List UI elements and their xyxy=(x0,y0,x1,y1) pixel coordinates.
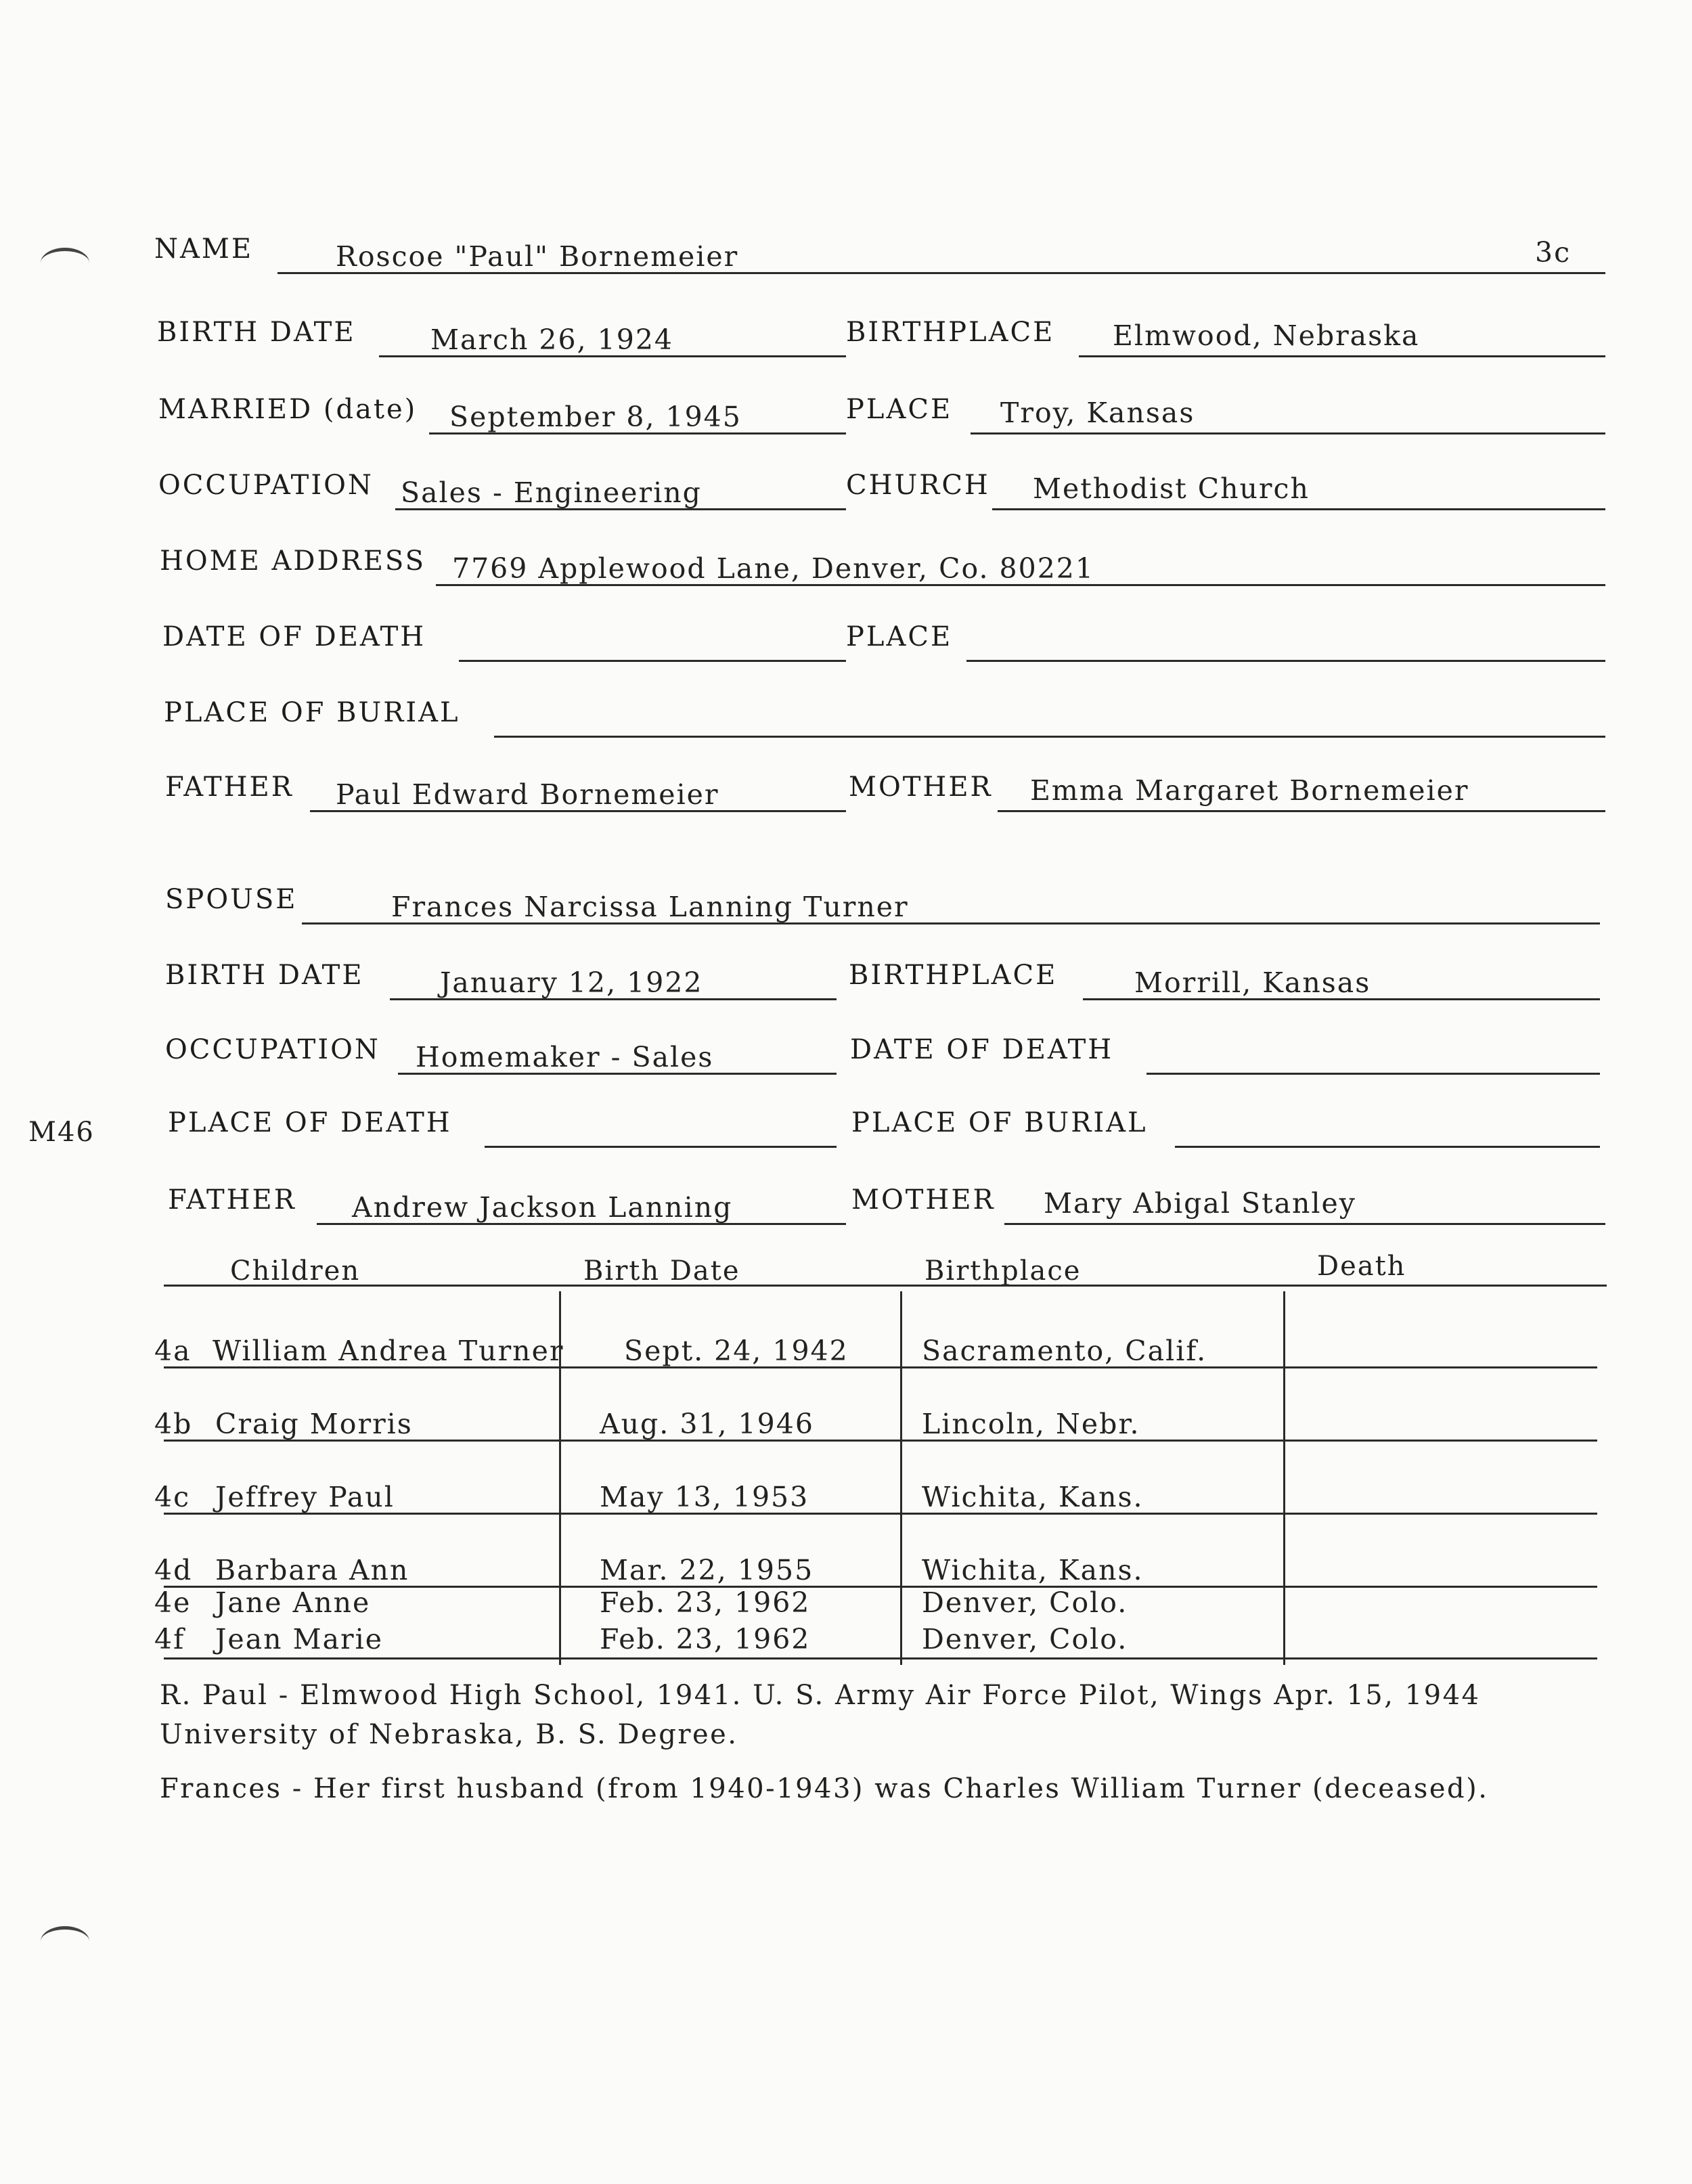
child-code: 4c xyxy=(154,1481,191,1513)
death-header: Death xyxy=(1317,1251,1406,1282)
spouse-birthplace: Morrill, Kansas xyxy=(1134,966,1371,999)
children-table-top-rule xyxy=(164,1285,1607,1287)
table-row xyxy=(0,1585,1692,1620)
child-name: Jean Marie xyxy=(215,1623,383,1655)
death-row xyxy=(0,615,1692,662)
binder-hole-bottom xyxy=(41,1926,89,1957)
child-birthplace: Denver, Colo. xyxy=(922,1586,1128,1619)
birth-date-header: Birth Date xyxy=(583,1255,740,1287)
child-name: Craig Morris xyxy=(215,1408,413,1440)
table-row xyxy=(0,1401,1692,1442)
spouse-birth-date: January 12, 1922 xyxy=(440,966,703,999)
place-of-burial-label: PLACE OF BURIAL xyxy=(164,697,460,728)
married-place-label: PLACE xyxy=(846,394,953,425)
subject-occupation: Sales - Engineering xyxy=(401,476,702,509)
child-code: 4f xyxy=(154,1623,185,1655)
spouse-occupation: Homemaker - Sales xyxy=(416,1041,714,1073)
spouse-birth-row xyxy=(0,953,1692,1000)
occupation-row xyxy=(0,463,1692,510)
birth-date-label: BIRTH DATE xyxy=(157,317,356,348)
spouse-occupation-row xyxy=(0,1027,1692,1075)
birthplace-line xyxy=(1079,355,1605,357)
spouse-place-of-burial-label: PLACE OF BURIAL xyxy=(851,1107,1148,1138)
child-birthplace: Lincoln, Nebr. xyxy=(922,1408,1140,1440)
mother-label: MOTHER xyxy=(849,772,993,803)
child-birth-date: Sept. 24, 1942 xyxy=(624,1335,849,1367)
child-name: Jane Anne xyxy=(215,1586,371,1619)
table-row xyxy=(0,1474,1692,1515)
margin-code: M46 xyxy=(28,1117,95,1148)
home-address-label: HOME ADDRESS xyxy=(160,545,426,577)
mother-line xyxy=(998,810,1605,812)
child-code: 4a xyxy=(154,1335,192,1367)
note-university: University of Nebraska, B. S. Degree. xyxy=(160,1719,738,1750)
child-birthplace: Wichita, Kans. xyxy=(922,1554,1144,1586)
subject-birth-date: March 26, 1924 xyxy=(430,324,674,356)
note-paul-education: R. Paul - Elmwood High School, 1941. U. S. Army Air Force Pilot, Wings Apr. 15, 1944 xyxy=(160,1680,1481,1711)
spouse-date-of-death-label: DATE OF DEATH xyxy=(850,1034,1114,1065)
child-birthplace: Wichita, Kans. xyxy=(922,1481,1144,1513)
spouse-row xyxy=(0,877,1692,924)
spouse-place-of-death-label: PLACE OF DEATH xyxy=(168,1107,452,1138)
subject-mother: Emma Margaret Bornemeier xyxy=(1030,774,1469,807)
child-code: 4d xyxy=(154,1554,193,1586)
spouse-father: Andrew Jackson Lanning xyxy=(352,1191,733,1224)
married-place-line xyxy=(971,432,1605,434)
spouse-birth-date-label: BIRTH DATE xyxy=(165,960,364,991)
child-code: 4b xyxy=(154,1408,193,1440)
occupation-label: OCCUPATION xyxy=(158,470,374,501)
child-birthplace: Sacramento, Calif. xyxy=(922,1335,1207,1367)
table-row xyxy=(0,1547,1692,1588)
name-row xyxy=(0,227,1692,274)
married-label: MARRIED (date) xyxy=(158,394,418,425)
child-birth-date: May 13, 1953 xyxy=(600,1481,809,1513)
name-label: NAME xyxy=(154,233,254,265)
married-date: September 8, 1945 xyxy=(449,401,742,433)
table-row xyxy=(0,1622,1692,1657)
birth-row xyxy=(0,310,1692,357)
child-birthplace: Denver, Colo. xyxy=(922,1623,1128,1655)
spouse-mother-line xyxy=(1004,1223,1605,1225)
child-name: Barbara Ann xyxy=(215,1554,409,1586)
row-rule xyxy=(164,1657,1597,1659)
child-birth-date: Aug. 31, 1946 xyxy=(600,1408,814,1440)
child-name: Jeffrey Paul xyxy=(215,1481,395,1513)
parents-row xyxy=(0,765,1692,812)
children-header: Children xyxy=(230,1255,361,1287)
child-birth-date: Feb. 23, 1962 xyxy=(600,1623,811,1655)
date-of-death-line xyxy=(459,660,846,662)
note-frances-first-husband: Frances - Her first husband (from 1940-1943) was Charles William Turner (deceased). xyxy=(160,1773,1489,1804)
married-row xyxy=(0,387,1692,434)
subject-name: Roscoe "Paul" Bornemeier xyxy=(336,240,739,273)
place-of-burial-line xyxy=(494,736,1605,738)
child-birth-date: Feb. 23, 1962 xyxy=(600,1586,811,1619)
spouse-place-of-burial-line xyxy=(1175,1146,1600,1148)
spouse-father-label: FATHER xyxy=(168,1184,296,1216)
date-of-death-label: DATE OF DEATH xyxy=(162,621,426,652)
child-birth-date: Mar. 22, 1955 xyxy=(600,1554,814,1586)
child-code: 4e xyxy=(154,1586,192,1619)
father-label: FATHER xyxy=(165,772,294,803)
spouse-mother: Mary Abigal Stanley xyxy=(1044,1187,1356,1220)
child-name: William Andrea Turner xyxy=(213,1335,564,1367)
spouse-parents-row xyxy=(0,1178,1692,1225)
subject-birthplace: Elmwood, Nebraska xyxy=(1113,319,1420,352)
subject-church: Methodist Church xyxy=(1033,472,1310,505)
death-place-label: PLACE xyxy=(846,621,953,652)
spouse-label: SPOUSE xyxy=(165,884,298,915)
spouse-date-of-death-line xyxy=(1146,1073,1600,1075)
spouse-mother-label: MOTHER xyxy=(851,1184,996,1216)
death-place-line xyxy=(966,660,1605,662)
spouse-birthplace-label: BIRTHPLACE xyxy=(849,960,1058,991)
married-place: Troy, Kansas xyxy=(1000,397,1195,429)
church-line xyxy=(992,508,1605,510)
burial-row xyxy=(0,690,1692,738)
home-address: 7769 Applewood Lane, Denver, Co. 80221 xyxy=(452,552,1094,585)
birthplace-label: BIRTHPLACE xyxy=(846,317,1055,348)
birthplace-header: Birthplace xyxy=(925,1255,1082,1287)
address-row xyxy=(0,539,1692,586)
spouse-occupation-label: OCCUPATION xyxy=(165,1034,380,1065)
spouse-name: Frances Narcissa Lanning Turner xyxy=(391,891,909,923)
spouse-death-row xyxy=(0,1100,1692,1148)
table-row xyxy=(0,1328,1692,1368)
page-number: 3c xyxy=(1535,236,1572,269)
subject-father: Paul Edward Bornemeier xyxy=(336,778,719,811)
spouse-place-of-death-line xyxy=(485,1146,837,1148)
church-label: CHURCH xyxy=(846,470,990,501)
